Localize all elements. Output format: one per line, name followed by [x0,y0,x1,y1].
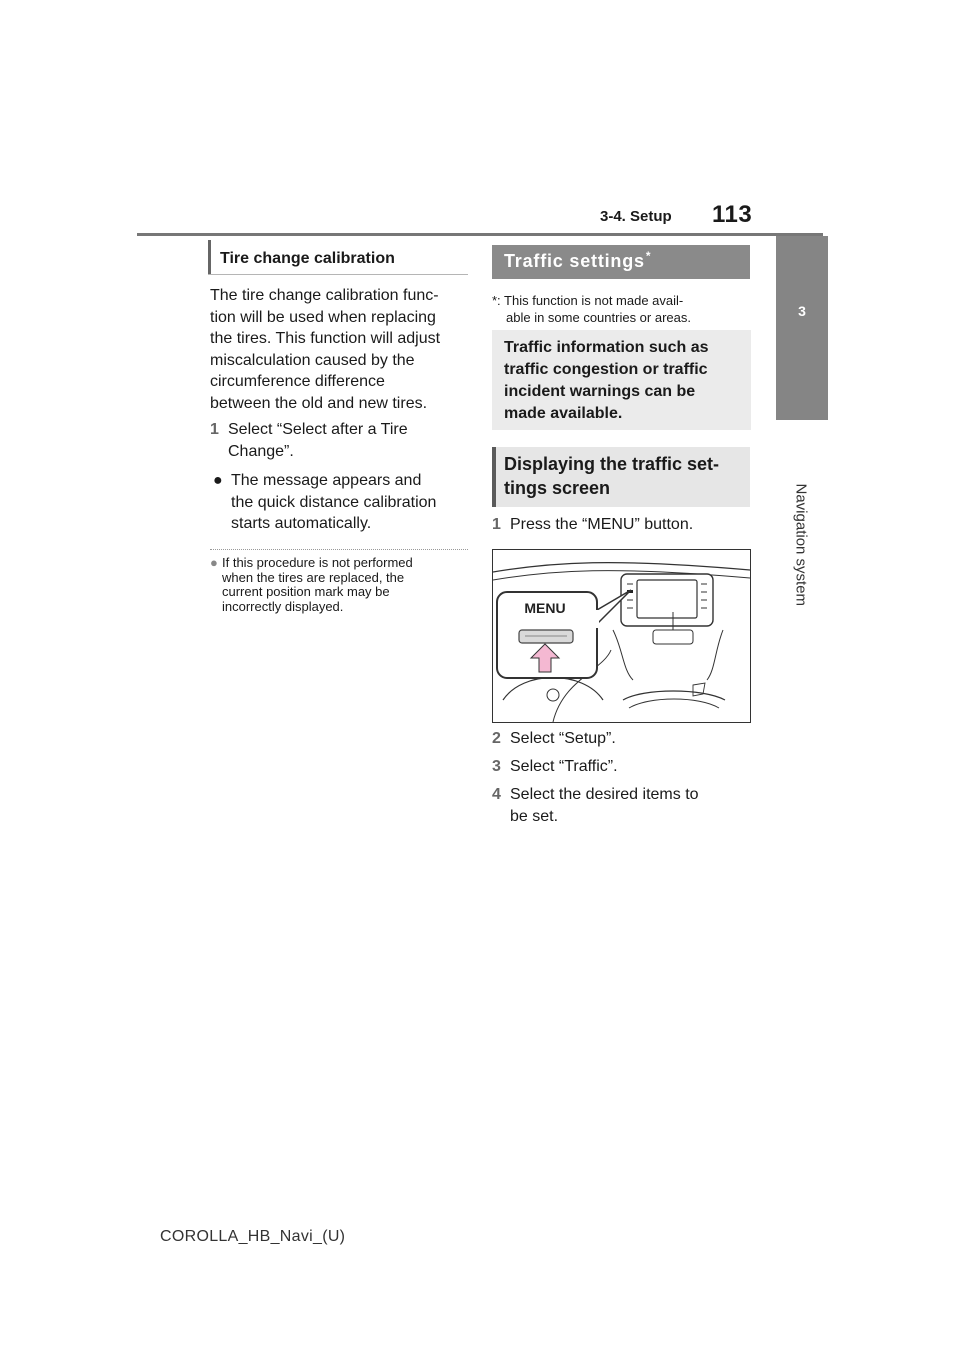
para-line: circumference difference [210,373,385,390]
bullet-item [213,470,471,536]
right-step-4 [492,784,750,828]
bullet-line: the quick distance calibration [231,493,437,511]
info-line: traffic congestion or traffic [504,361,708,378]
info-line: Traffic information such as [504,339,709,356]
heading-text [504,452,746,500]
step-text [510,784,699,827]
note-line: when the tires are replaced, the [222,569,405,585]
note-line: current position mark may be [222,584,390,599]
traffic-settings-title [504,251,651,272]
right-step-2 [492,728,750,750]
bullet-line: starts automatically. [231,515,372,532]
traffic-info-box [492,330,751,430]
step-line: be set. [510,807,559,825]
para-line: The tire change calibration func- [210,287,439,304]
dashboard-illustration [493,550,750,722]
traffic-info-text [504,337,744,425]
chapter-label: Navigation system [792,483,810,607]
chapter-number: 3 [798,303,806,319]
heading-text: Tire change calibration [220,250,395,267]
step-number: 3 [492,758,501,775]
heading-line: tings screen [504,478,611,498]
note-bullet-icon: ● [210,555,218,570]
chapter-tab [776,236,828,420]
heading-bar [492,447,496,507]
step-number: 4 [492,786,501,803]
step-number: 1 [492,516,501,533]
step-line: Select the desired items to [510,786,699,803]
step-number: 1 [210,421,219,438]
para-line: miscalculation caused by the [210,351,415,369]
title-asterisk: * [645,249,652,263]
footnote-line: able in some countries or areas. [506,310,691,325]
left-step-1 [210,419,468,463]
heading-line: Displaying the traffic set- [504,454,720,474]
step-text: Select “Traffic”. [510,758,618,775]
step-line: Select “Select after a Tire [228,421,408,438]
info-line: incident warnings can be [504,383,696,400]
right-step-3 [492,756,750,778]
heading-bar [208,240,211,274]
note-text [222,556,472,614]
para-line: the tires. This function will adjust [210,330,441,347]
para-line: between the old and new tires. [210,394,428,412]
bullet-line: The message appears and [231,472,422,489]
step-text [228,419,408,462]
step-number: 2 [492,730,501,747]
bullet-icon: ● [213,472,223,489]
dashboard-figure [492,549,751,723]
tire-change-paragraph [210,285,468,414]
info-line: made available. [504,405,623,422]
right-step-1 [492,514,750,536]
note-line: If this procedure is not performed [222,555,413,570]
bullet-text [231,470,436,535]
footnote-line: *: This function is not made avail- [492,293,684,308]
page-number: 113 [712,201,753,228]
step-line: Change”. [228,442,294,460]
step-text: Press the “MENU” button. [510,516,694,533]
section-title: 3-4. Setup [600,208,672,225]
step-text: Select “Setup”. [510,730,616,747]
header-rule [137,233,823,236]
title-text: Traffic settings [504,251,645,271]
traffic-settings-bar [492,245,750,279]
tire-change-heading [208,240,468,275]
menu-label: MENU [524,600,566,616]
note-divider [210,549,468,550]
displaying-heading [492,447,750,507]
document-code: COROLLA_HB_Navi_(U) [160,1228,346,1245]
note-line: incorrectly displayed. [222,598,344,614]
footnote [492,292,750,326]
para-line: tion will be used when replacing [210,308,436,326]
